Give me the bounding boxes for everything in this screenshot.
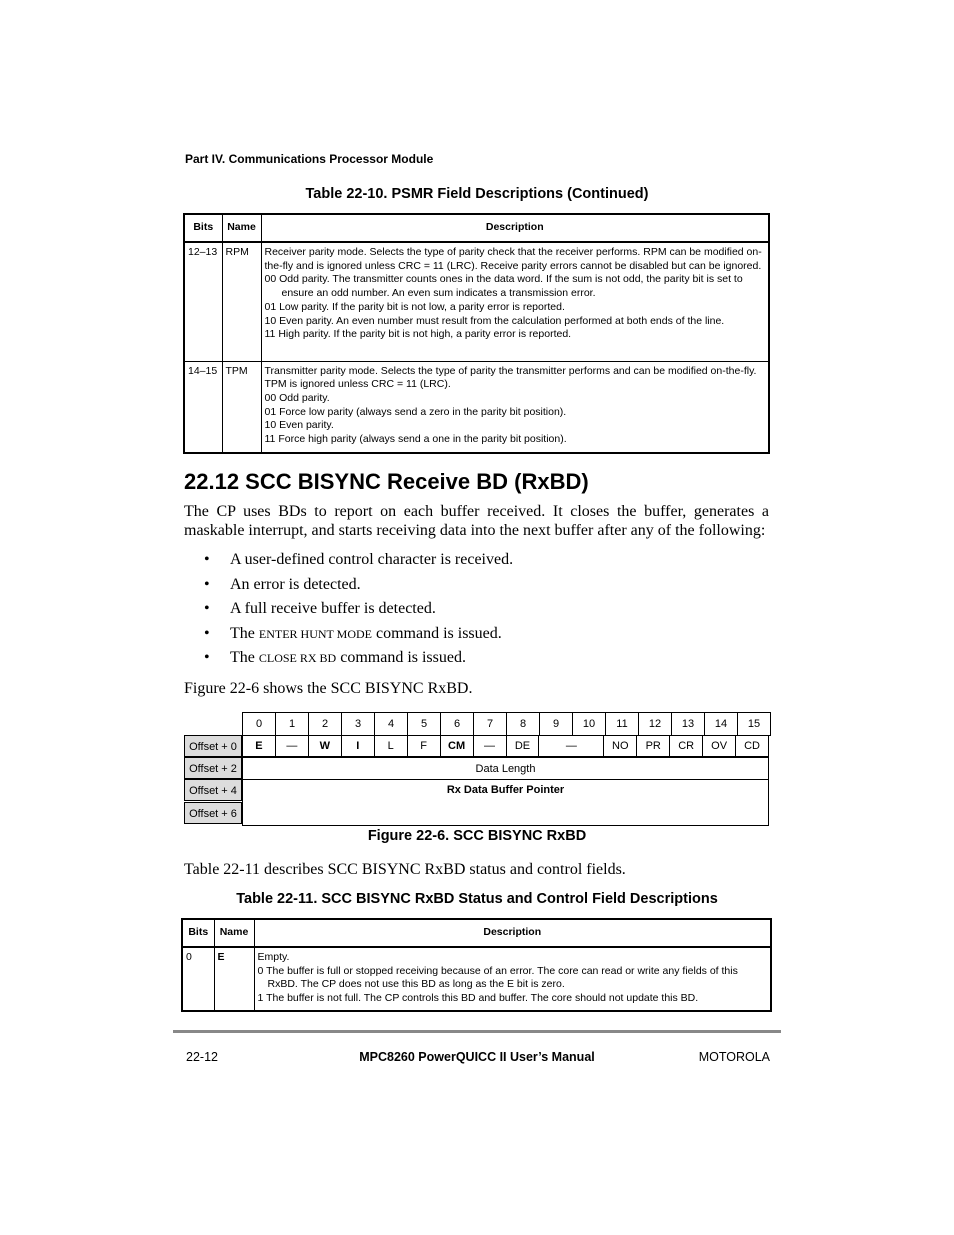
bullet-icon: •: [204, 624, 210, 642]
description-text: Receiver parity mode. Selects the type of parity check that the receiver performs. RPM can be modified on-the-fly and is ignored unless CRC = 11 (LRC). Receive parity errors cannot be disabled but can be ignored.: [264, 246, 762, 272]
description-option: 10 Even parity. An even number must result from the calculation performed at both ends of the line.: [264, 314, 725, 327]
list-item: [204, 551, 513, 576]
list-item: [204, 625, 513, 650]
bit-number: 2: [309, 713, 342, 735]
name-cell: E: [214, 947, 254, 1011]
field-e: E: [243, 736, 276, 756]
bullet-icon: •: [204, 649, 210, 666]
column-header: Name: [214, 919, 254, 947]
column-header: Bits: [184, 214, 222, 242]
description-option: 00 Odd parity.: [264, 391, 330, 404]
rxbd-field-table: [181, 918, 772, 1012]
bullet-icon: •: [204, 575, 210, 593]
bit-number: 7: [474, 713, 507, 735]
rxbd-register-figure: [184, 712, 770, 826]
page-number: 22-12: [186, 1050, 218, 1064]
description-option: 11 High parity. If the parity bit is not high, a parity error is reported.: [264, 328, 572, 341]
table-row: [184, 242, 769, 361]
column-header: Description: [254, 919, 771, 947]
list-item-text: The: [230, 649, 259, 666]
description-option: 10 Even parity.: [264, 419, 334, 432]
list-item: [204, 600, 513, 625]
description-cell: [254, 947, 771, 1011]
field-reserved: —: [539, 736, 604, 756]
command-name: CLOSE RX BD: [258, 651, 337, 665]
field-cm: CM: [441, 736, 474, 756]
bit-number: 13: [672, 713, 705, 735]
bit-number: 3: [342, 713, 375, 735]
command-name: ENTER HUNT MODE: [258, 626, 372, 641]
bullet-icon: •: [204, 551, 210, 568]
bullet-icon: •: [204, 600, 210, 617]
table-row: [184, 361, 769, 453]
table-row: [182, 947, 771, 1011]
data-length-field: Data Length: [242, 757, 769, 780]
manual-title: MPC8260 PowerQUICC II User’s Manual: [359, 1050, 595, 1064]
description-cell: [261, 242, 769, 361]
buffer-pointer-field: Rx Data Buffer Pointer: [242, 779, 769, 826]
bit-number: 1: [276, 713, 309, 735]
bit-number: 10: [573, 713, 606, 735]
list-item: [204, 576, 513, 601]
intro-paragraph: The CP uses BDs to report on each buffer received. It closes the buffer, generates a maskable interrupt, and starts receiving data into the next buffer after any of the following:: [184, 503, 769, 539]
list-item-text: command is issued.: [336, 649, 466, 666]
offset-label: Offset + 0: [184, 735, 242, 757]
field-cr: CR: [670, 736, 703, 756]
offset-label: Offset + 6: [184, 802, 242, 824]
description-option: 1 The buffer is not full. The CP controls this BD and buffer. The core should not update this BD.: [257, 992, 699, 1005]
description-text: Transmitter parity mode. Selects the type of parity the transmitter performs and can be modified on-the-fly. TPM is ignored unless CRC = 11 (LRC).: [264, 364, 757, 391]
list-item-text: A full receive buffer is detected.: [230, 600, 436, 617]
figure-reference: Figure 22-6 shows the SCC BISYNC RxBD.: [184, 680, 473, 697]
field-l: L: [375, 736, 408, 756]
field-pr: PR: [637, 736, 670, 756]
condition-list: [204, 551, 513, 674]
field-i: I: [342, 736, 375, 756]
bit-number-row: [242, 712, 771, 736]
bit-number: 11: [606, 713, 639, 735]
table-title: Table 22-11. SCC BISYNC RxBD Status and Control Field Descriptions: [236, 891, 718, 907]
company-name: MOTOROLA: [698, 1050, 770, 1064]
description-option: 0 The buffer is full or stopped receiving because of an error. The core can read or write any fields of this RxBD. The CP does not use this BD as long as the E bit is zero.: [257, 964, 738, 991]
description-text: Empty.: [257, 951, 290, 963]
bits-cell: 14–15: [184, 361, 222, 453]
psmr-field-table: [183, 213, 770, 454]
description-option: 00 Odd parity. The transmitter counts ones in the data word. If the sum is not odd, the parity bit is set to ensure an odd number. An even sum indicates a transmission error.: [264, 273, 743, 300]
bits-cell: 0: [182, 947, 214, 1011]
description-cell: [261, 361, 769, 453]
offset-label: Offset + 4: [184, 779, 242, 801]
offset-label: Offset + 2: [184, 757, 242, 779]
section-heading: 22.12 SCC BISYNC Receive BD (RxBD): [184, 469, 589, 494]
field-f: F: [408, 736, 441, 756]
bit-number: 0: [243, 713, 276, 735]
bit-number: 5: [408, 713, 441, 735]
table-reference: Table 22-11 describes SCC BISYNC RxBD status and control fields.: [184, 861, 626, 878]
description-option: 01 Force low parity (always send a zero in the parity bit position).: [264, 405, 567, 418]
field-reserved: —: [474, 736, 507, 756]
field-cd: CD: [744, 740, 760, 752]
bit-number: 14: [705, 713, 738, 735]
name-cell: TPM: [222, 361, 261, 453]
bit-number: 4: [375, 713, 408, 735]
description-option: 01 Low parity. If the parity bit is not low, a parity error is reported.: [264, 300, 565, 313]
bit-number: 9: [540, 713, 573, 735]
column-header: Description: [261, 214, 769, 242]
list-item-text: A user-defined control character is received.: [230, 551, 514, 568]
bit-number: 8: [507, 713, 540, 735]
name-cell: RPM: [222, 242, 261, 361]
list-item: [204, 649, 513, 674]
status-field-row: [242, 735, 769, 757]
bit-number: 15: [747, 718, 761, 730]
description-option: 11 Force high parity (always send a one in the parity bit position).: [264, 433, 567, 446]
footer-divider: [173, 1030, 781, 1033]
field-ov: OV: [703, 736, 736, 756]
bit-number: 6: [441, 713, 474, 735]
bits-cell: 12–13: [184, 242, 222, 361]
list-item-text: command is issued.: [371, 624, 502, 642]
field-reserved: —: [276, 736, 309, 756]
list-item-text: The: [230, 624, 259, 642]
figure-caption: Figure 22-6. SCC BISYNC RxBD: [367, 828, 587, 844]
field-no: NO: [604, 736, 637, 756]
list-item-text: An error is detected.: [230, 575, 361, 593]
running-header: Part IV. Communications Processor Module: [185, 152, 434, 166]
table-title: Table 22-10. PSMR Field Descriptions (Continued): [305, 186, 649, 202]
column-header: Bits: [182, 919, 214, 947]
bit-number: 12: [639, 713, 672, 735]
field-de: DE: [507, 736, 540, 756]
column-header: Name: [222, 214, 261, 242]
field-w: W: [309, 736, 342, 756]
